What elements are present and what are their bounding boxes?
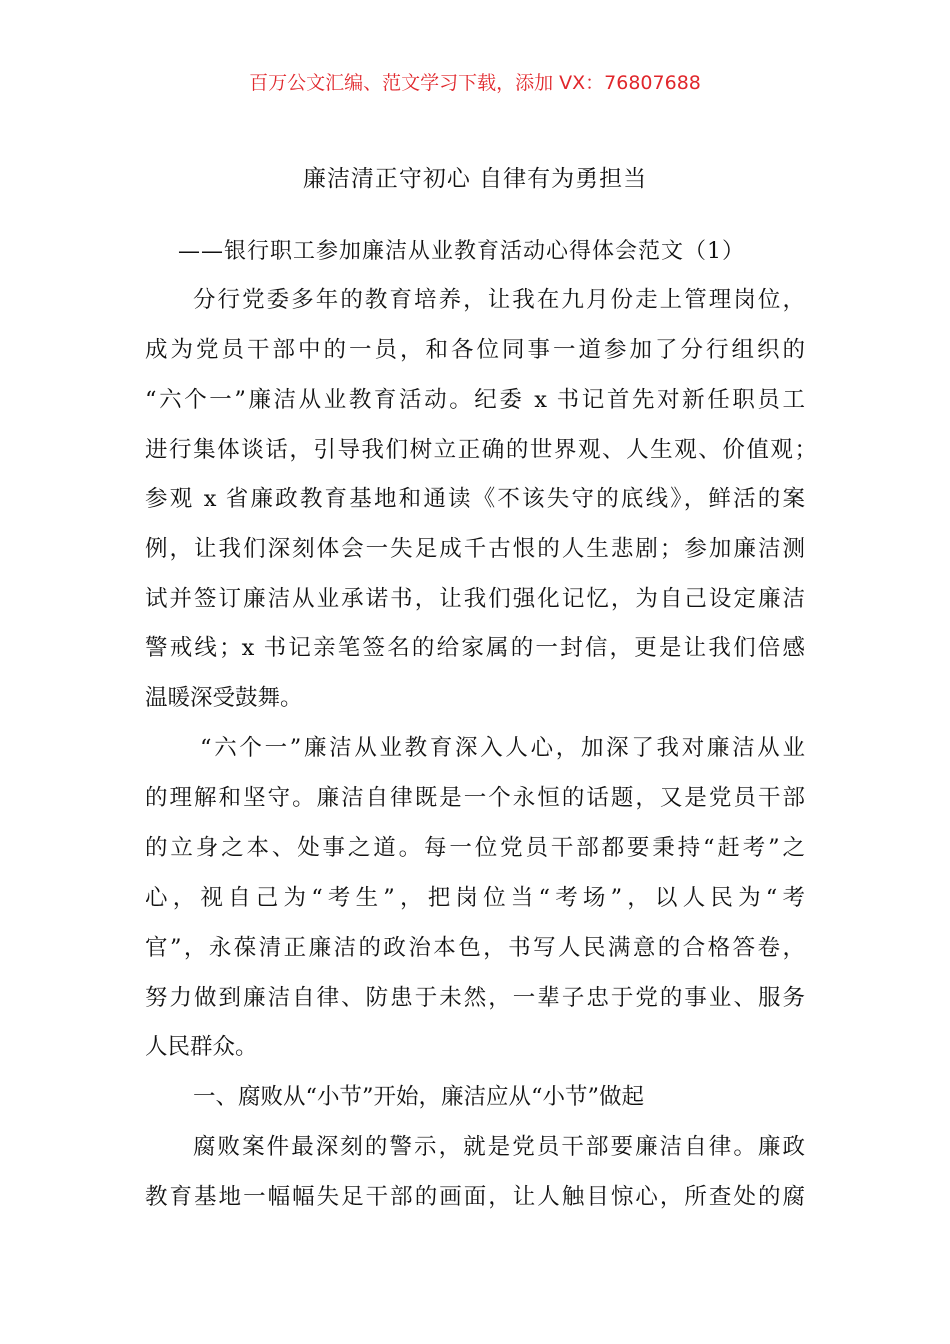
body-line: 温暖深受鼓舞。 <box>145 685 303 711</box>
body-line: “六个一”廉洁从业教育深入人心，加深了我对廉洁从业 <box>200 735 805 761</box>
body-line: 心，视自己为“考生”，把岗位当“考场”，以人民为“考 <box>145 885 805 911</box>
body-line: 例，让我们深刻体会一失足成千古恨的人生悲剧；参加廉洁测 <box>145 536 805 562</box>
document-title: 廉洁清正守初心 自律有为勇担当 <box>302 166 648 192</box>
body-line: 的理解和坚守。廉洁自律既是一个永恒的话题，又是党员干部 <box>145 785 805 811</box>
watermark-header: 百万公文汇编、范文学习下载，添加 VX：76807688 <box>249 72 701 94</box>
body-line: 的立身之本、处事之道。每一位党员干部都要秉持“赶考”之 <box>145 835 805 861</box>
body-line: 努力做到廉洁自律、防患于未然，一辈子忠于党的事业、服务 <box>145 985 805 1011</box>
section-heading: 一、腐败从“小节”开始，廉洁应从“小节”做起 <box>193 1084 645 1110</box>
body-line: 分行党委多年的教育培养，让我在九月份走上管理岗位， <box>193 287 805 313</box>
body-line: 教育基地一幅幅失足干部的画面，让人触目惊心，所查处的腐 <box>145 1184 805 1210</box>
body-line: 官”，永葆清正廉洁的政治本色，书写人民满意的合格答卷， <box>145 935 805 961</box>
body-line: “六个一”廉洁从业教育活动。纪委 x 书记首先对新任职员工 <box>145 387 805 413</box>
body-line: 警戒线；x 书记亲笔签名的给家属的一封信，更是让我们倍感 <box>145 635 805 661</box>
body-line: 腐败案件最深刻的警示，就是党员干部要廉洁自律。廉政 <box>193 1134 805 1160</box>
body-line: 参观 x 省廉政教育基地和通读《不该失守的底线》，鲜活的案 <box>145 486 805 512</box>
body-line: 试并签订廉洁从业承诺书，让我们强化记忆，为自己设定廉洁 <box>145 586 805 612</box>
body-line: 进行集体谈话，引导我们树立正确的世界观、人生观、价值观； <box>145 437 817 463</box>
document-subtitle: ——银行职工参加廉洁从业教育活动心得体会范文（1） <box>178 239 745 264</box>
body-line: 成为党员干部中的一员，和各位同事一道参加了分行组织的 <box>145 337 805 363</box>
body-line: 人民群众。 <box>145 1034 258 1060</box>
